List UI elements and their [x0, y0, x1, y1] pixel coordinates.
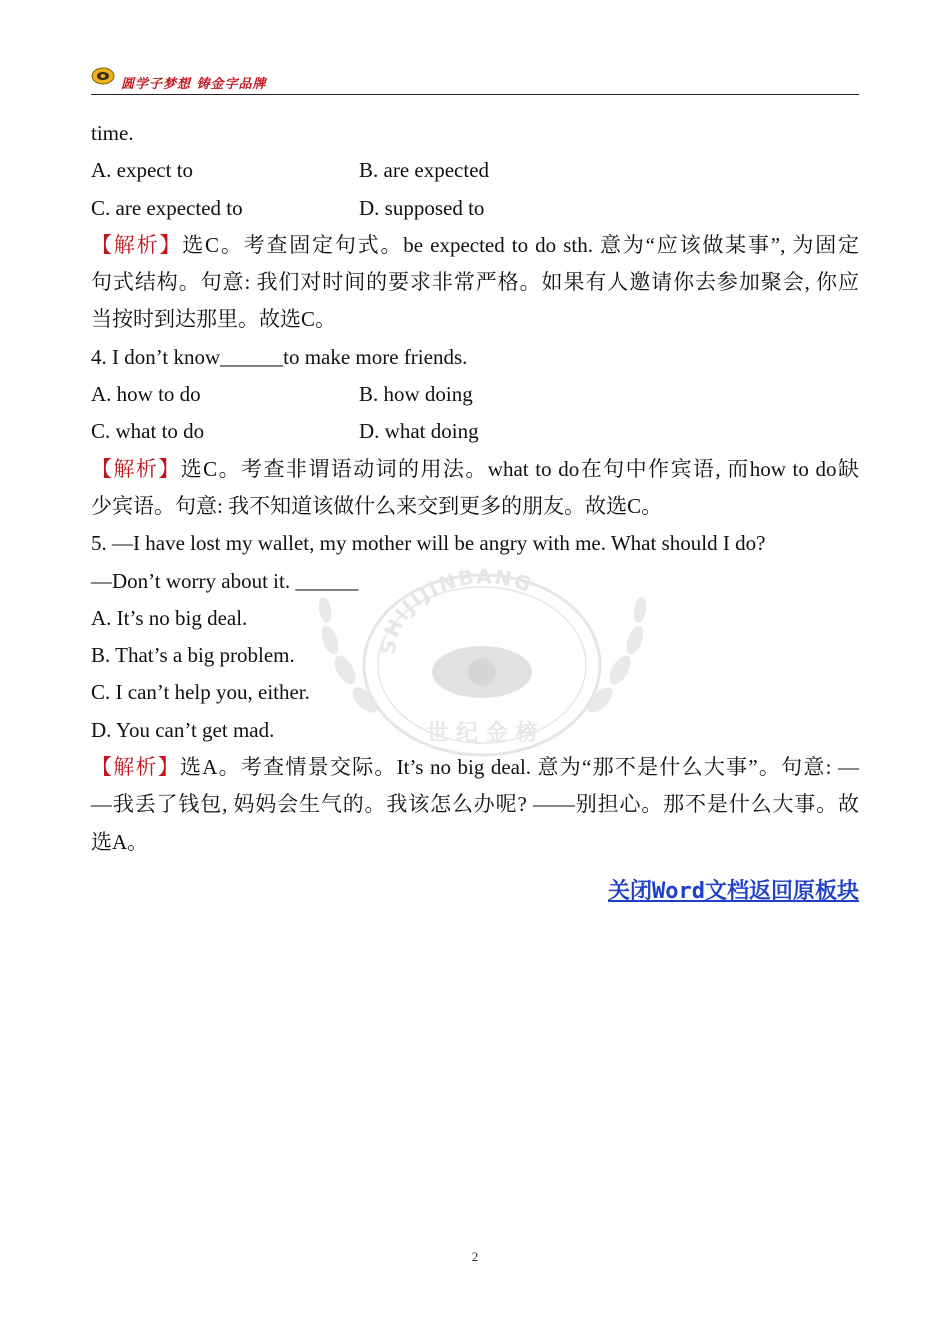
- text-line: time.: [91, 121, 134, 145]
- q5-option-c: C. I can’t help you, either.: [91, 680, 310, 705]
- analysis-line: [91, 227, 859, 264]
- text-line: —我丢了钱包, 妈妈会生气的。我该怎么办呢? ——别担心。那不是什么大事。故: [91, 792, 859, 817]
- text-line: 选A。: [91, 829, 149, 854]
- q4-options-row-1: [91, 376, 859, 413]
- q4-option-a: A. how to do: [91, 382, 201, 407]
- analysis-text: 选A。考查情景交际。It’s no big deal. 意为“那不是什么大事”。句意: —: [180, 755, 859, 780]
- q3-options-row-1: [91, 152, 859, 189]
- q3-option-b: B. are expected: [359, 158, 490, 183]
- text-line: 当按时到达那里。故选C。: [91, 307, 337, 332]
- analysis-tag: 【解析】: [91, 755, 180, 780]
- watermark-brand: 世 纪 金 榜: [426, 721, 538, 746]
- watermark-arc-text: SHIJIJINBANG: [375, 564, 537, 656]
- q3-options-row-2: [91, 190, 859, 227]
- question-5: 5. —I have lost my wallet, my mother will be angry with me. What should I do?: [91, 531, 766, 556]
- question-5-reply: —Don’t worry about it. ______: [91, 568, 359, 593]
- header-slogan: 圆学子梦想 铸金字品牌: [121, 77, 267, 92]
- q3-option-d: D. supposed to: [359, 195, 485, 220]
- q4-option-c: C. what to do: [91, 419, 205, 444]
- coin-logo-icon: [91, 67, 115, 85]
- document-body: [91, 115, 859, 861]
- q4-option-d: D. what doing: [359, 419, 479, 444]
- question-4: 4. I don’t know______to make more friends.: [91, 344, 468, 369]
- q4-option-b: B. how doing: [359, 382, 473, 407]
- text-line: 少宾语。句意: 我不知道该做什么来交到更多的朋友。故选C。: [91, 493, 663, 518]
- text-line: 句式结构。句意: 我们对时间的要求非常严格。如果有人邀请你去参加聚会, 你应: [91, 270, 859, 295]
- page-header: [91, 64, 859, 95]
- q3-option-c: C. are expected to: [91, 195, 243, 220]
- q3-option-a: A. expect to: [91, 158, 194, 183]
- analysis-tag: 【解析】: [91, 456, 181, 481]
- q5-option-a: A. It’s no big deal.: [91, 605, 248, 630]
- analysis-line: [91, 451, 859, 488]
- q5-option-b: B. That’s a big problem.: [91, 643, 295, 668]
- analysis-line: [91, 749, 859, 786]
- close-word-return-link[interactable]: 关闭Word文档返回原板块: [608, 879, 859, 904]
- analysis-text: 选C。考查固定句式。be expected to do sth. 意为“应该做某事”, 为固定: [182, 232, 859, 257]
- q4-options-row-2: [91, 413, 859, 450]
- q5-option-d: D. You can’t get mad.: [91, 717, 275, 742]
- analysis-text: 选C。考查非谓语动词的用法。what to do在句中作宾语, 而how to do缺: [180, 456, 859, 481]
- analysis-tag: 【解析】: [91, 232, 183, 257]
- page-number: 2: [471, 1249, 479, 1264]
